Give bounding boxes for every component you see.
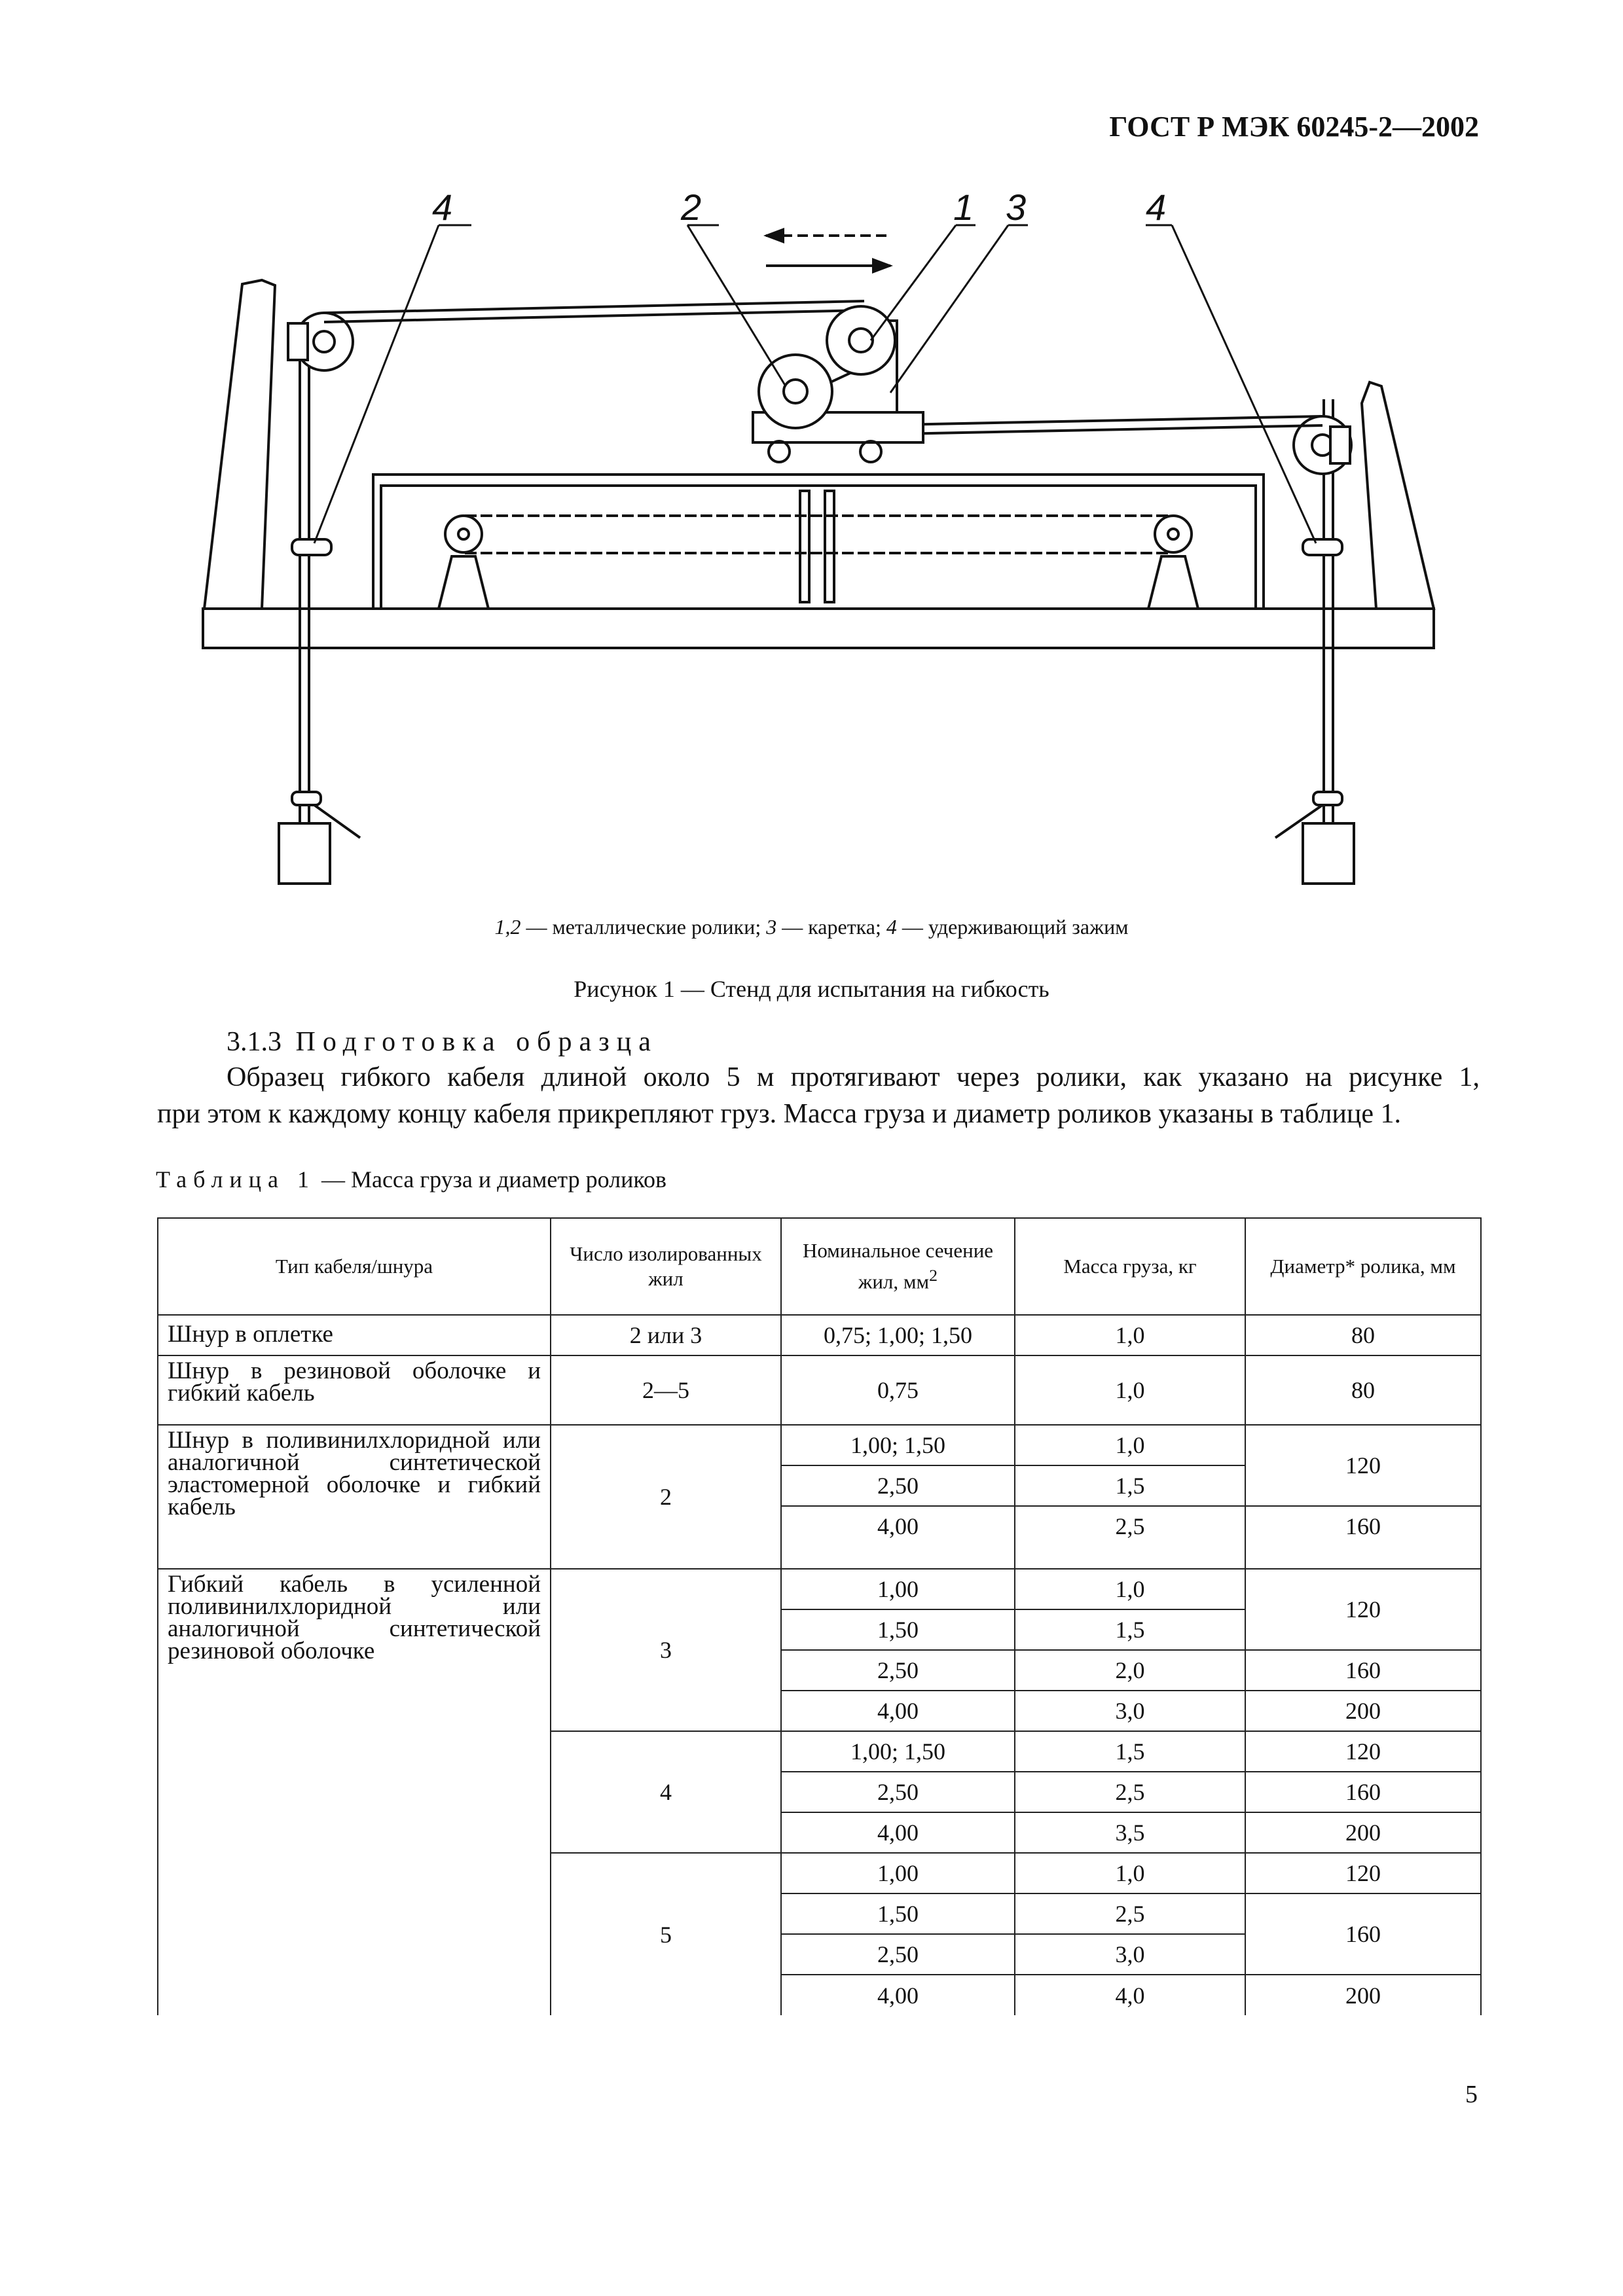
callout-label: 4	[1146, 187, 1167, 228]
table-title	[156, 1166, 666, 1193]
cell-diameter: 200	[1245, 1812, 1481, 1853]
cell-diameter: 200	[1245, 1691, 1481, 1731]
section-number: 3.1.3	[227, 1027, 282, 1057]
cell-section: 1,50	[781, 1609, 1015, 1650]
cell-diameter: 160	[1245, 1506, 1481, 1569]
table-header-row	[158, 1218, 1481, 1315]
header-cores: Число изолированных жил	[551, 1218, 781, 1315]
cell-mass: 1,0	[1015, 1569, 1245, 1609]
header-section-text: Номинальное сечение жил, мм	[802, 1239, 994, 1293]
header-mass: Масса груза, кг	[1015, 1218, 1245, 1315]
table-row	[158, 1355, 1481, 1425]
legend-key: 1,2	[494, 915, 521, 939]
cell-diameter: 120	[1245, 1853, 1481, 1893]
cell-mass: 1,0	[1015, 1853, 1245, 1893]
cell-mass: 2,0	[1015, 1650, 1245, 1691]
page-number: 5	[1465, 2081, 1478, 2108]
table-row	[158, 1425, 1481, 1465]
cell-section: 4,00	[781, 1975, 1015, 2015]
table-number: Таблица 1	[156, 1166, 316, 1193]
header-section	[781, 1218, 1015, 1315]
section-title: Подготовка образца	[295, 1027, 658, 1057]
cell-section: 2,50	[781, 1934, 1015, 1975]
cell-cable-type: Шнур в оплетке	[158, 1315, 551, 1355]
cell-section: 1,00; 1,50	[781, 1425, 1015, 1465]
cell-diameter: 120	[1245, 1569, 1481, 1650]
cell-diameter: 80	[1245, 1355, 1481, 1425]
figure-caption: Рисунок 1 — Стенд для испытания на гибкость	[574, 976, 1049, 1002]
arrow-left-icon	[763, 228, 784, 243]
header-diameter: Диаметр* ролика, мм	[1245, 1218, 1481, 1315]
superscript: 2	[929, 1266, 938, 1285]
legend-text: — каретка;	[776, 915, 886, 939]
cell-cable-type: Шнур в резиновой оболочке и гибкий кабель	[158, 1355, 551, 1425]
table-title-text: — Масса груза и диаметр роликов	[315, 1166, 666, 1193]
cell-cable-type: Шнур в поливинилхлоридной или аналогичной синтетической эластомерной оболочке и гибкий кабель	[158, 1425, 551, 1569]
callout-label: 2	[681, 187, 702, 228]
paragraph-line: Образец гибкого кабеля длиной около 5 м протягивают через ролики, как указано на рисунке 1,	[227, 1062, 1480, 1092]
cell-cores: 4	[551, 1731, 781, 1853]
callout-label: 1	[953, 187, 974, 228]
legend-text: — удерживающий зажим	[896, 915, 1129, 939]
cell-mass: 4,0	[1015, 1975, 1245, 2015]
table-row	[158, 1569, 1481, 1609]
cell-section: 2,50	[781, 1465, 1015, 1506]
section-paragraph	[157, 1059, 1480, 1132]
document-header: ГОСТ Р МЭК 60245-2—2002	[1109, 111, 1479, 143]
cell-section: 4,00	[781, 1506, 1015, 1569]
flex-test-rig-figure	[164, 177, 1473, 897]
cell-mass: 3,0	[1015, 1934, 1245, 1975]
cell-mass: 1,5	[1015, 1731, 1245, 1772]
callout-label: 3	[1006, 187, 1027, 228]
cell-diameter: 80	[1245, 1315, 1481, 1355]
cell-mass: 2,5	[1015, 1506, 1245, 1569]
cell-cable-type: Гибкий кабель в усиленной поливинилхлоридной или аналогичной синтетической резиновой оболочке	[158, 1569, 551, 2015]
legend-text: — металлические ролики;	[520, 915, 767, 939]
cell-mass: 1,5	[1015, 1465, 1245, 1506]
cell-section: 1,00	[781, 1569, 1015, 1609]
cell-section: 4,00	[781, 1691, 1015, 1731]
figure-legend	[0, 915, 1623, 939]
cell-section: 2,50	[781, 1772, 1015, 1812]
cell-diameter: 120	[1245, 1731, 1481, 1772]
cell-cores: 2 или 3	[551, 1315, 781, 1355]
cell-diameter: 160	[1245, 1650, 1481, 1691]
cell-diameter: 160	[1245, 1893, 1481, 1975]
cell-mass: 1,5	[1015, 1609, 1245, 1650]
cell-mass: 1,0	[1015, 1425, 1245, 1465]
cell-diameter: 200	[1245, 1975, 1481, 2015]
cell-cores: 3	[551, 1569, 781, 1731]
cell-mass: 2,5	[1015, 1893, 1245, 1934]
header-cable-type: Тип кабеля/шнура	[158, 1218, 551, 1315]
cell-diameter: 160	[1245, 1772, 1481, 1812]
cell-mass: 1,0	[1015, 1355, 1245, 1425]
cell-section: 0,75	[781, 1355, 1015, 1425]
cell-cores: 2—5	[551, 1355, 781, 1425]
cell-mass: 3,5	[1015, 1812, 1245, 1853]
arrow-right-icon	[872, 258, 893, 274]
cell-diameter: 120	[1245, 1425, 1481, 1506]
cell-cores: 2	[551, 1425, 781, 1569]
cell-section: 4,00	[781, 1812, 1015, 1853]
cell-section: 1,00	[781, 1853, 1015, 1893]
cell-section: 2,50	[781, 1650, 1015, 1691]
cell-mass: 2,5	[1015, 1772, 1245, 1812]
mass-diameter-table	[157, 1217, 1482, 2015]
cell-section: 1,00; 1,50	[781, 1731, 1015, 1772]
cell-mass: 3,0	[1015, 1691, 1245, 1731]
paragraph-line: при этом к каждому концу кабеля прикрепляют груз. Масса груза и диаметр роликов указаны в таблице 1.	[157, 1099, 1402, 1129]
table-row	[158, 1315, 1481, 1355]
legend-key: 3	[766, 915, 777, 939]
cell-section: 0,75; 1,00; 1,50	[781, 1315, 1015, 1355]
cell-mass: 1,0	[1015, 1315, 1245, 1355]
callout-label: 4	[432, 187, 453, 228]
cell-section: 1,50	[781, 1893, 1015, 1934]
section-heading	[227, 1026, 658, 1058]
legend-key: 4	[886, 915, 897, 939]
cell-cores: 5	[551, 1853, 781, 2015]
